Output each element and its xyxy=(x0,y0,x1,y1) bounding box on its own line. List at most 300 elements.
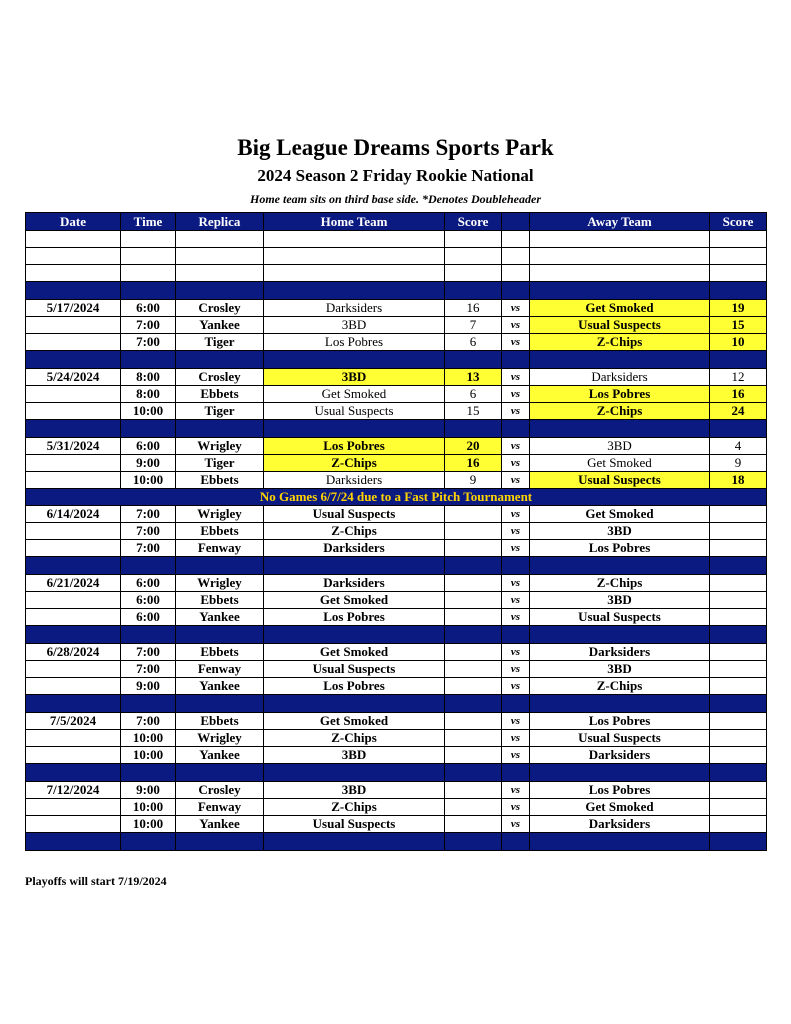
game-time: 7:00 xyxy=(121,713,176,730)
home-score xyxy=(445,592,502,609)
separator-cell xyxy=(445,764,502,782)
separator-cell xyxy=(445,695,502,713)
game-date: 7/5/2024 xyxy=(26,713,121,730)
col-date: Date xyxy=(26,213,121,231)
separator-cell xyxy=(264,695,445,713)
game-row xyxy=(26,472,767,489)
replica-field: Yankee xyxy=(176,609,264,626)
game-time: 10:00 xyxy=(121,403,176,420)
empty-row xyxy=(26,265,767,282)
separator-cell xyxy=(530,282,710,300)
col-home-team: Home Team xyxy=(264,213,445,231)
empty-cell xyxy=(445,231,502,248)
separator-cell xyxy=(176,351,264,369)
banner-text: No Games 6/7/24 due to a Fast Pitch Tournament xyxy=(26,489,767,506)
away-team: Usual Suspects xyxy=(530,609,710,626)
game-row xyxy=(26,438,767,455)
replica-field: Ebbets xyxy=(176,592,264,609)
replica-field: Tiger xyxy=(176,455,264,472)
home-score xyxy=(445,661,502,678)
game-time: 9:00 xyxy=(121,455,176,472)
vs-label: vs xyxy=(502,317,530,334)
away-team: Usual Suspects xyxy=(530,472,710,489)
home-team: Usual Suspects xyxy=(264,816,445,833)
empty-cell xyxy=(530,248,710,265)
home-team: Los Pobres xyxy=(264,438,445,455)
game-time: 9:00 xyxy=(121,782,176,799)
empty-cell xyxy=(710,231,767,248)
separator-cell xyxy=(502,626,530,644)
game-time: 6:00 xyxy=(121,592,176,609)
vs-label: vs xyxy=(502,575,530,592)
away-score xyxy=(710,506,767,523)
game-row xyxy=(26,506,767,523)
col-time: Time xyxy=(121,213,176,231)
separator-cell xyxy=(176,557,264,575)
home-score xyxy=(445,575,502,592)
home-team: Get Smoked xyxy=(264,713,445,730)
away-score xyxy=(710,713,767,730)
away-team: Los Pobres xyxy=(530,386,710,403)
empty-cell xyxy=(502,248,530,265)
away-score xyxy=(710,644,767,661)
home-score: 6 xyxy=(445,334,502,351)
separator-cell xyxy=(264,351,445,369)
game-row xyxy=(26,747,767,764)
replica-field: Yankee xyxy=(176,678,264,695)
separator-cell xyxy=(176,695,264,713)
home-score: 6 xyxy=(445,386,502,403)
game-row xyxy=(26,816,767,833)
separator-cell xyxy=(176,282,264,300)
away-team: Darksiders xyxy=(530,644,710,661)
home-score: 13 xyxy=(445,369,502,386)
game-date xyxy=(26,661,121,678)
vs-label: vs xyxy=(502,644,530,661)
separator-cell xyxy=(502,764,530,782)
game-row xyxy=(26,592,767,609)
away-team: Darksiders xyxy=(530,816,710,833)
away-team: Get Smoked xyxy=(530,799,710,816)
separator-cell xyxy=(710,833,767,851)
game-row xyxy=(26,300,767,317)
replica-field: Ebbets xyxy=(176,472,264,489)
replica-field: Wrigley xyxy=(176,506,264,523)
separator-cell xyxy=(264,833,445,851)
replica-field: Ebbets xyxy=(176,386,264,403)
separator-cell xyxy=(710,420,767,438)
game-time: 7:00 xyxy=(121,644,176,661)
away-score xyxy=(710,609,767,626)
col-away-score: Score xyxy=(710,213,767,231)
separator-cell xyxy=(121,557,176,575)
separator-cell xyxy=(121,626,176,644)
game-time: 6:00 xyxy=(121,609,176,626)
vs-label: vs xyxy=(502,592,530,609)
separator-cell xyxy=(121,420,176,438)
away-team: 3BD xyxy=(530,592,710,609)
vs-label: vs xyxy=(502,609,530,626)
home-score xyxy=(445,799,502,816)
separator-cell xyxy=(445,282,502,300)
game-date xyxy=(26,403,121,420)
separator-cell xyxy=(26,764,121,782)
home-score: 9 xyxy=(445,472,502,489)
replica-field: Fenway xyxy=(176,540,264,557)
vs-label: vs xyxy=(502,455,530,472)
game-row xyxy=(26,799,767,816)
away-team: Usual Suspects xyxy=(530,317,710,334)
no-games-banner xyxy=(26,489,767,506)
col-vs xyxy=(502,213,530,231)
empty-cell xyxy=(264,248,445,265)
game-time: 8:00 xyxy=(121,369,176,386)
replica-field: Ebbets xyxy=(176,644,264,661)
game-date xyxy=(26,678,121,695)
home-team: Get Smoked xyxy=(264,644,445,661)
empty-cell xyxy=(710,265,767,282)
home-score xyxy=(445,506,502,523)
game-row xyxy=(26,678,767,695)
empty-cell xyxy=(264,265,445,282)
away-team: Darksiders xyxy=(530,369,710,386)
vs-label: vs xyxy=(502,747,530,764)
home-score: 20 xyxy=(445,438,502,455)
home-team: Z-Chips xyxy=(264,455,445,472)
replica-field: Fenway xyxy=(176,799,264,816)
replica-field: Ebbets xyxy=(176,713,264,730)
away-score xyxy=(710,730,767,747)
empty-cell xyxy=(121,231,176,248)
week-separator xyxy=(26,351,767,369)
game-row xyxy=(26,713,767,730)
empty-cell xyxy=(502,231,530,248)
separator-cell xyxy=(502,420,530,438)
separator-cell xyxy=(264,557,445,575)
home-team: Los Pobres xyxy=(264,609,445,626)
vs-label: vs xyxy=(502,369,530,386)
home-team: Darksiders xyxy=(264,472,445,489)
separator-cell xyxy=(530,351,710,369)
game-date xyxy=(26,317,121,334)
game-time: 7:00 xyxy=(121,506,176,523)
separator-cell xyxy=(710,557,767,575)
home-team: Los Pobres xyxy=(264,334,445,351)
away-score xyxy=(710,661,767,678)
away-score: 10 xyxy=(710,334,767,351)
separator-cell xyxy=(710,626,767,644)
empty-cell xyxy=(445,265,502,282)
away-team: Get Smoked xyxy=(530,506,710,523)
game-date xyxy=(26,730,121,747)
game-date xyxy=(26,472,121,489)
game-row xyxy=(26,644,767,661)
home-score xyxy=(445,782,502,799)
header-row xyxy=(26,213,767,231)
game-time: 10:00 xyxy=(121,747,176,764)
separator-cell xyxy=(26,282,121,300)
away-score xyxy=(710,523,767,540)
game-time: 10:00 xyxy=(121,472,176,489)
vs-label: vs xyxy=(502,713,530,730)
home-team: Darksiders xyxy=(264,575,445,592)
game-date xyxy=(26,386,121,403)
home-team: Usual Suspects xyxy=(264,403,445,420)
separator-cell xyxy=(264,764,445,782)
separator-cell xyxy=(264,282,445,300)
away-score: 18 xyxy=(710,472,767,489)
away-score xyxy=(710,782,767,799)
empty-cell xyxy=(710,248,767,265)
empty-cell xyxy=(121,248,176,265)
game-row xyxy=(26,661,767,678)
home-team: Z-Chips xyxy=(264,523,445,540)
vs-label: vs xyxy=(502,506,530,523)
vs-label: vs xyxy=(502,782,530,799)
game-row xyxy=(26,540,767,557)
game-date: 6/28/2024 xyxy=(26,644,121,661)
home-team: Darksiders xyxy=(264,300,445,317)
empty-cell xyxy=(121,265,176,282)
separator-cell xyxy=(176,833,264,851)
separator-cell xyxy=(710,351,767,369)
game-time: 7:00 xyxy=(121,661,176,678)
separator-cell xyxy=(26,420,121,438)
game-time: 7:00 xyxy=(121,540,176,557)
home-team: 3BD xyxy=(264,369,445,386)
playoffs-note: Playoffs will start 7/19/2024 xyxy=(25,874,167,888)
separator-cell xyxy=(530,557,710,575)
separator-cell xyxy=(502,351,530,369)
empty-cell xyxy=(176,231,264,248)
away-score: 15 xyxy=(710,317,767,334)
game-row xyxy=(26,403,767,420)
replica-field: Tiger xyxy=(176,403,264,420)
separator-cell xyxy=(445,833,502,851)
home-score: 16 xyxy=(445,300,502,317)
empty-row xyxy=(26,231,767,248)
replica-field: Yankee xyxy=(176,816,264,833)
home-team: 3BD xyxy=(264,782,445,799)
game-date xyxy=(26,592,121,609)
col-replica: Replica xyxy=(176,213,264,231)
away-score xyxy=(710,540,767,557)
game-row xyxy=(26,609,767,626)
separator-cell xyxy=(502,557,530,575)
home-team: 3BD xyxy=(264,747,445,764)
week-separator xyxy=(26,557,767,575)
away-score: 19 xyxy=(710,300,767,317)
separator-cell xyxy=(121,282,176,300)
vs-label: vs xyxy=(502,386,530,403)
separator-cell xyxy=(176,420,264,438)
home-team: Z-Chips xyxy=(264,799,445,816)
week-separator xyxy=(26,282,767,300)
away-score: 4 xyxy=(710,438,767,455)
away-score: 16 xyxy=(710,386,767,403)
home-score: 7 xyxy=(445,317,502,334)
game-time: 10:00 xyxy=(121,730,176,747)
game-time: 7:00 xyxy=(121,334,176,351)
empty-cell xyxy=(176,248,264,265)
vs-label: vs xyxy=(502,300,530,317)
week-separator xyxy=(26,764,767,782)
home-score: 15 xyxy=(445,403,502,420)
home-team: Get Smoked xyxy=(264,592,445,609)
empty-cell xyxy=(264,231,445,248)
away-score xyxy=(710,592,767,609)
game-row xyxy=(26,455,767,472)
separator-cell xyxy=(530,695,710,713)
empty-cell xyxy=(26,248,121,265)
separator-cell xyxy=(264,420,445,438)
home-team: Usual Suspects xyxy=(264,661,445,678)
separator-cell xyxy=(121,351,176,369)
away-team: 3BD xyxy=(530,523,710,540)
replica-field: Ebbets xyxy=(176,523,264,540)
vs-label: vs xyxy=(502,334,530,351)
separator-cell xyxy=(26,695,121,713)
away-team: Los Pobres xyxy=(530,540,710,557)
separator-cell xyxy=(530,626,710,644)
home-team: 3BD xyxy=(264,317,445,334)
empty-cell xyxy=(530,265,710,282)
separator-cell xyxy=(502,833,530,851)
away-team: Darksiders xyxy=(530,747,710,764)
home-team: Z-Chips xyxy=(264,730,445,747)
vs-label: vs xyxy=(502,799,530,816)
home-score xyxy=(445,540,502,557)
week-separator xyxy=(26,626,767,644)
game-time: 7:00 xyxy=(121,523,176,540)
separator-cell xyxy=(121,764,176,782)
vs-label: vs xyxy=(502,403,530,420)
separator-cell xyxy=(26,626,121,644)
replica-field: Wrigley xyxy=(176,575,264,592)
away-score: 12 xyxy=(710,369,767,386)
separator-cell xyxy=(530,833,710,851)
separator-cell xyxy=(26,351,121,369)
game-date xyxy=(26,816,121,833)
vs-label: vs xyxy=(502,816,530,833)
vs-label: vs xyxy=(502,472,530,489)
home-score: 16 xyxy=(445,455,502,472)
game-time: 6:00 xyxy=(121,438,176,455)
game-date: 5/24/2024 xyxy=(26,369,121,386)
away-team: Los Pobres xyxy=(530,713,710,730)
replica-field: Crosley xyxy=(176,369,264,386)
separator-cell xyxy=(530,420,710,438)
away-team: 3BD xyxy=(530,661,710,678)
home-score xyxy=(445,523,502,540)
home-score xyxy=(445,747,502,764)
empty-cell xyxy=(502,265,530,282)
empty-cell xyxy=(176,265,264,282)
separator-cell xyxy=(710,282,767,300)
replica-field: Wrigley xyxy=(176,438,264,455)
separator-cell xyxy=(445,420,502,438)
vs-label: vs xyxy=(502,661,530,678)
vs-label: vs xyxy=(502,678,530,695)
col-home-score: Score xyxy=(445,213,502,231)
home-team: Darksiders xyxy=(264,540,445,557)
week-separator xyxy=(26,420,767,438)
game-date: 6/21/2024 xyxy=(26,575,121,592)
week-separator xyxy=(26,833,767,851)
game-date xyxy=(26,799,121,816)
separator-cell xyxy=(264,626,445,644)
game-row xyxy=(26,369,767,386)
away-team: Z-Chips xyxy=(530,678,710,695)
replica-field: Yankee xyxy=(176,317,264,334)
game-row xyxy=(26,575,767,592)
separator-cell xyxy=(530,764,710,782)
separator-cell xyxy=(445,626,502,644)
game-time: 8:00 xyxy=(121,386,176,403)
vs-label: vs xyxy=(502,523,530,540)
replica-field: Tiger xyxy=(176,334,264,351)
away-team: Z-Chips xyxy=(530,575,710,592)
replica-field: Wrigley xyxy=(176,730,264,747)
away-team: Z-Chips xyxy=(530,334,710,351)
game-time: 10:00 xyxy=(121,816,176,833)
separator-cell xyxy=(176,626,264,644)
game-time: 6:00 xyxy=(121,575,176,592)
game-time: 6:00 xyxy=(121,300,176,317)
home-score xyxy=(445,609,502,626)
game-row xyxy=(26,386,767,403)
empty-cell xyxy=(26,231,121,248)
schedule-body xyxy=(26,231,767,851)
league-subtitle: 2024 Season 2 Friday Rookie National xyxy=(257,166,534,185)
away-score xyxy=(710,747,767,764)
empty-cell xyxy=(445,248,502,265)
separator-cell xyxy=(710,764,767,782)
away-team: Los Pobres xyxy=(530,782,710,799)
game-date xyxy=(26,523,121,540)
game-row xyxy=(26,523,767,540)
vs-label: vs xyxy=(502,438,530,455)
replica-field: Crosley xyxy=(176,782,264,799)
separator-cell xyxy=(121,833,176,851)
separator-cell xyxy=(445,557,502,575)
game-date: 6/14/2024 xyxy=(26,506,121,523)
home-team: Usual Suspects xyxy=(264,506,445,523)
separator-cell xyxy=(710,695,767,713)
doubleheader-note: Home team sits on third base side. *Denotes Doubleheader xyxy=(250,192,541,206)
game-date xyxy=(26,540,121,557)
separator-cell xyxy=(502,695,530,713)
away-score xyxy=(710,575,767,592)
game-date xyxy=(26,609,121,626)
home-score xyxy=(445,816,502,833)
separator-cell xyxy=(121,695,176,713)
empty-row xyxy=(26,248,767,265)
col-away-team: Away Team xyxy=(530,213,710,231)
game-row xyxy=(26,782,767,799)
game-row xyxy=(26,730,767,747)
away-team: Get Smoked xyxy=(530,300,710,317)
away-team: Get Smoked xyxy=(530,455,710,472)
separator-cell xyxy=(176,764,264,782)
replica-field: Yankee xyxy=(176,747,264,764)
week-separator xyxy=(26,695,767,713)
away-score: 24 xyxy=(710,403,767,420)
game-date xyxy=(26,334,121,351)
separator-cell xyxy=(26,833,121,851)
away-team: Usual Suspects xyxy=(530,730,710,747)
home-team: Get Smoked xyxy=(264,386,445,403)
